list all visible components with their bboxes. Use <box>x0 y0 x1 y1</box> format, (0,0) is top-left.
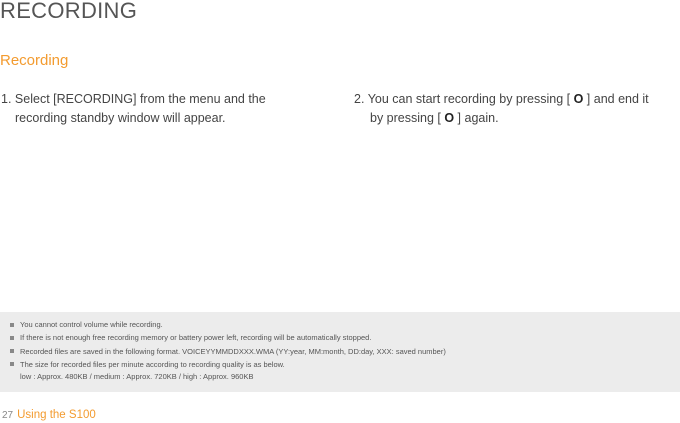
step-1-line-1: Select [RECORDING] from the menu and the <box>14 92 266 106</box>
step-2-line-2-pre: by pressing [ <box>370 111 445 125</box>
square-bullet-icon <box>10 323 14 327</box>
note-text: Recorded files are saved in the following format. VOICEYYMMDDXXX.WMA (YY:year, MM:month, DD:day, XXX: saved number) <box>20 346 446 356</box>
step-2-line-1-pre: You can start recording by pressing [ <box>367 92 574 106</box>
o-button-glyph: O <box>573 92 584 106</box>
step-1 <box>1 90 321 128</box>
page-title: RECORDING <box>0 0 138 23</box>
note-item <box>10 318 680 331</box>
note-text: The size for recorded files per minute according to recording quality is as below. <box>20 359 285 369</box>
notes-box <box>0 312 680 392</box>
square-bullet-icon <box>10 362 14 366</box>
square-bullet-icon <box>10 336 14 340</box>
footer-title: Using the S100 <box>17 409 96 421</box>
note-item <box>10 331 680 344</box>
section-title: Recording <box>0 52 69 69</box>
note-text: You cannot control volume while recording. <box>20 320 163 329</box>
o-button-glyph: O <box>444 111 455 125</box>
step-2-number: 2. <box>354 92 365 106</box>
step-1-line-2: recording standby window will appear. <box>15 111 226 125</box>
note-text: If there is not enough free recording memory or battery power left, recording will be automatically stopped. <box>20 333 372 343</box>
note-item <box>10 358 680 382</box>
step-2-line-2 <box>354 109 680 128</box>
square-bullet-icon <box>10 349 14 353</box>
notes-list <box>0 312 680 382</box>
footer <box>2 409 96 421</box>
step-2-line-1-post: ] and end it <box>583 92 649 106</box>
step-2-line-2-post: ] again. <box>454 111 499 125</box>
note-item <box>10 345 680 358</box>
note-subtext: low : Approx. 480KB / medium : Approx. 720KB / high : Approx. 960KB <box>20 372 254 382</box>
page-number: 27 <box>2 410 14 421</box>
step-1-number: 1. <box>1 92 12 106</box>
step-2 <box>354 90 680 128</box>
